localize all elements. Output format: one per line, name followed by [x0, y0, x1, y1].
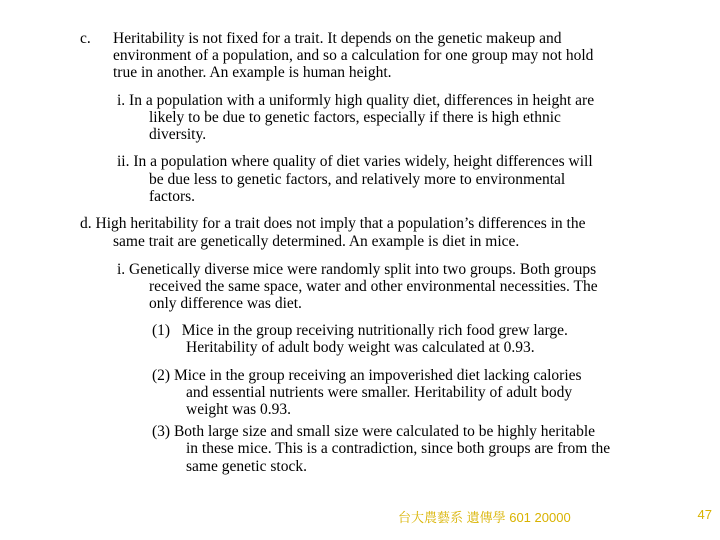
item-c-i-line-2: likely to be due to genetic factors, especially if there is high ethnic [149, 109, 561, 126]
item-d-1-line-1: (1) Mice in the group receiving nutritionally rich food grew large. [152, 322, 568, 339]
item-d-2-line-1: (2) Mice in the group receiving an impoverished diet lacking calories [152, 367, 582, 384]
item-d-3-line-1: (3) Both large size and small size were calculated to be highly heritable [152, 423, 596, 440]
page-number: 47 [697, 507, 712, 522]
item-d-i-line-1: i. Genetically diverse mice were randomly split into two groups. Both groups [117, 261, 597, 278]
item-c-marker: c. [80, 30, 91, 47]
item-c-ii-line-3: factors. [149, 188, 196, 205]
item-d-3-line-3: same genetic stock. [186, 458, 307, 475]
item-d-line-1: d. High heritability for a trait does not imply that a population’s differences in the [80, 215, 586, 232]
item-d-i-line-2: received the same space, water and other environmental necessities. The [149, 278, 598, 295]
item-c-i-line-1: i. In a population with a uniformly high quality diet, differences in height are [117, 92, 595, 109]
item-d-2-line-2: and essential nutrients were smaller. Heritability of adult body [186, 384, 573, 401]
item-d-line-2: same trait are genetically determined. An example is diet in mice. [113, 233, 520, 250]
item-d-3-line-2: in these mice. This is a contradiction, since both groups are from the [186, 440, 611, 457]
item-c-ii-line-2: be due less to genetic factors, and relatively more to environmental [149, 171, 566, 188]
item-d-1-line-2: Heritability of adult body weight was calculated at 0.93. [186, 339, 535, 356]
item-c-text-line-1: Heritability is not fixed for a trait. It depends on the genetic makeup and [113, 30, 562, 47]
item-c-ii-line-1: ii. In a population where quality of diet varies widely, height differences will [117, 153, 593, 170]
item-c-text-line-2: environment of a population, and so a calculation for one group may not hold [113, 47, 594, 64]
footer-course-label: 台大農藝系 遺傳學 601 20000 [398, 510, 571, 525]
item-c-i-line-3: diversity. [149, 126, 207, 143]
item-d-2-line-3: weight was 0.93. [186, 401, 292, 418]
item-d-i-line-3: only difference was diet. [149, 295, 302, 312]
item-c-text-line-3: true in another. An example is human height. [113, 64, 392, 81]
